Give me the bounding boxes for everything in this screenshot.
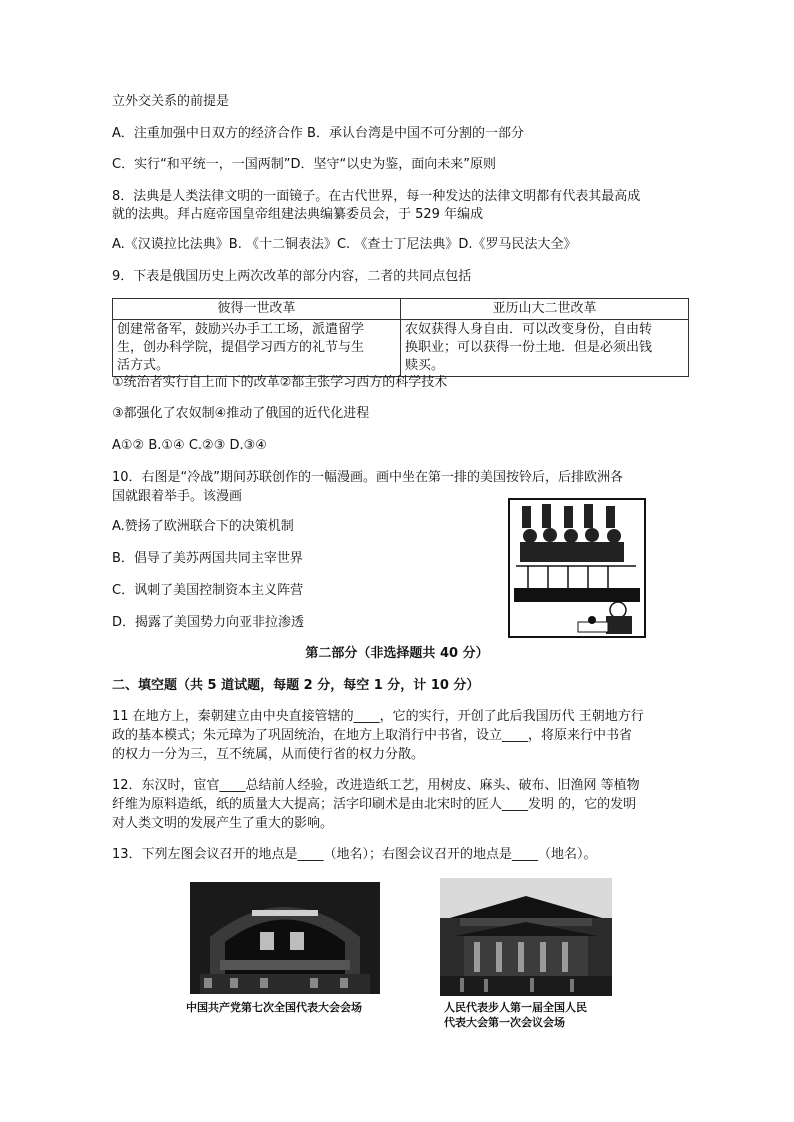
left-photo-caption: 中国共产党第七次全国代表大会会场 xyxy=(186,1001,362,1014)
cell-line: 农奴获得人身自由．可以改变身份，自由转 xyxy=(405,322,653,337)
cell-line: 创建常备军，鼓励兴办手工工场，派遣留学 xyxy=(117,322,365,337)
congress-hall-drawing xyxy=(190,882,380,994)
congress-hall-photo xyxy=(190,882,380,994)
q7-tail: 立外交关系的前提是 xyxy=(112,94,230,109)
cartoon-drawing xyxy=(508,498,646,638)
q7-option-line-1: A．注重加强中日双方的经济合作 B．承认台湾是中国不可分割的一部分 xyxy=(112,126,524,141)
q8-options: A.《汉谟拉比法典》B. 《十二铜表法》C. 《查士丁尼法典》D.《罗马民法大全》 xyxy=(112,237,577,252)
cell-line: 生，创办科学院，提倡学习西方的礼节与生 xyxy=(117,340,365,355)
table-header-peter: 彼得一世改革 xyxy=(113,299,401,320)
q8-stem-line-1: 8．法典是人类法律文明的一面镜子。在古代世界，每一种发达的法律文明都有代表其最高成 xyxy=(112,189,641,204)
q9-stem: 9．下表是俄国历史上两次改革的部分内容，二者的共同点包括 xyxy=(112,269,472,284)
q13-stem: 13．下列左图会议召开的地点是____（地名）；右图会议召开的地点是____（地名）。 xyxy=(112,847,597,862)
q10-option-d: D．揭露了美国势力向亚非拉渗透 xyxy=(112,615,305,630)
q11-line-3: 的权力一分为三，互不统属，从而使行省的权力分散。 xyxy=(112,747,425,762)
npc-hall-photo xyxy=(440,878,612,996)
cell-line: 活方式。 xyxy=(117,358,170,373)
q9-options: A①② B.①④ C.②③ D.③④ xyxy=(112,438,267,453)
reform-comparison-table xyxy=(112,298,689,377)
cell-line: 换职业；可以获得一份土地．但是必须出钱 xyxy=(405,340,653,355)
q8-stem-line-2: 就的法典。拜占庭帝国皇帝组建法典编纂委员会，于 529 年编成 xyxy=(112,207,484,222)
q12-line-2: 纤维为原料造纸，纸的质量大大提高；活字印刷术是由北宋时的匠人____发明 的，它的发明 xyxy=(112,797,637,812)
cold-war-cartoon xyxy=(508,498,646,638)
q7-option-line-2: C．实行“和平统一，一国两制”D．坚守“以史为鉴，面向未来”原则 xyxy=(112,157,497,172)
q9-item-line-1: ①统治者实行自上而下的改革②都主张学习西方的科学技术 xyxy=(112,375,448,390)
q12-line-3: 对人类文明的发展产生了重大的影响。 xyxy=(112,816,334,831)
q10-option-a: A.赞扬了欧洲联合下的决策机制 xyxy=(112,519,294,534)
q10-stem-line-2: 国就跟着举手。该漫画 xyxy=(112,489,243,504)
right-photo-caption-line-1: 人民代表步人第一届全国人民 xyxy=(444,1001,587,1014)
q10-stem-line-1: 10．右图是“冷战”期间苏联创作的一幅漫画。画中坐在第一排的美国按铃后，后排欧洲各 xyxy=(112,470,624,485)
npc-hall-drawing xyxy=(440,878,612,996)
q11-line-1: 11 在地方上，秦朝建立由中央直接管辖的____，它的实行，开创了此后我国历代 王朝地方行 xyxy=(112,709,644,724)
cell-line: 赎买。 xyxy=(405,358,445,373)
q9-item-line-2: ③都强化了农奴制④推动了俄国的近代化进程 xyxy=(112,406,370,421)
table-cell-alexander xyxy=(401,320,689,377)
q10-option-c: C．讽刺了美国控制资本主义阵营 xyxy=(112,583,304,598)
table-header-alexander: 亚历山大二世改革 xyxy=(401,299,689,320)
q11-line-2: 政的基本模式；朱元璋为了巩固统治，在地方上取消行中书省，设立____，将原来行中书省 xyxy=(112,728,633,743)
section2-heading: 二、填空题（共 5 道试题，每题 2 分，每空 1 分，计 10 分） xyxy=(112,678,480,693)
q12-line-1: 12．东汉时，宦官____总结前人经验，改进造纸工艺，用树皮、麻头、破布、旧渔网 等植物 xyxy=(112,778,640,793)
part2-title: 第二部分（非选择题共 40 分） xyxy=(305,646,489,661)
right-photo-caption-line-2: 代表大会第一次会议会场 xyxy=(444,1016,565,1029)
q10-option-b: B．倡导了美苏两国共同主宰世界 xyxy=(112,551,303,566)
table-cell-peter xyxy=(113,320,401,377)
